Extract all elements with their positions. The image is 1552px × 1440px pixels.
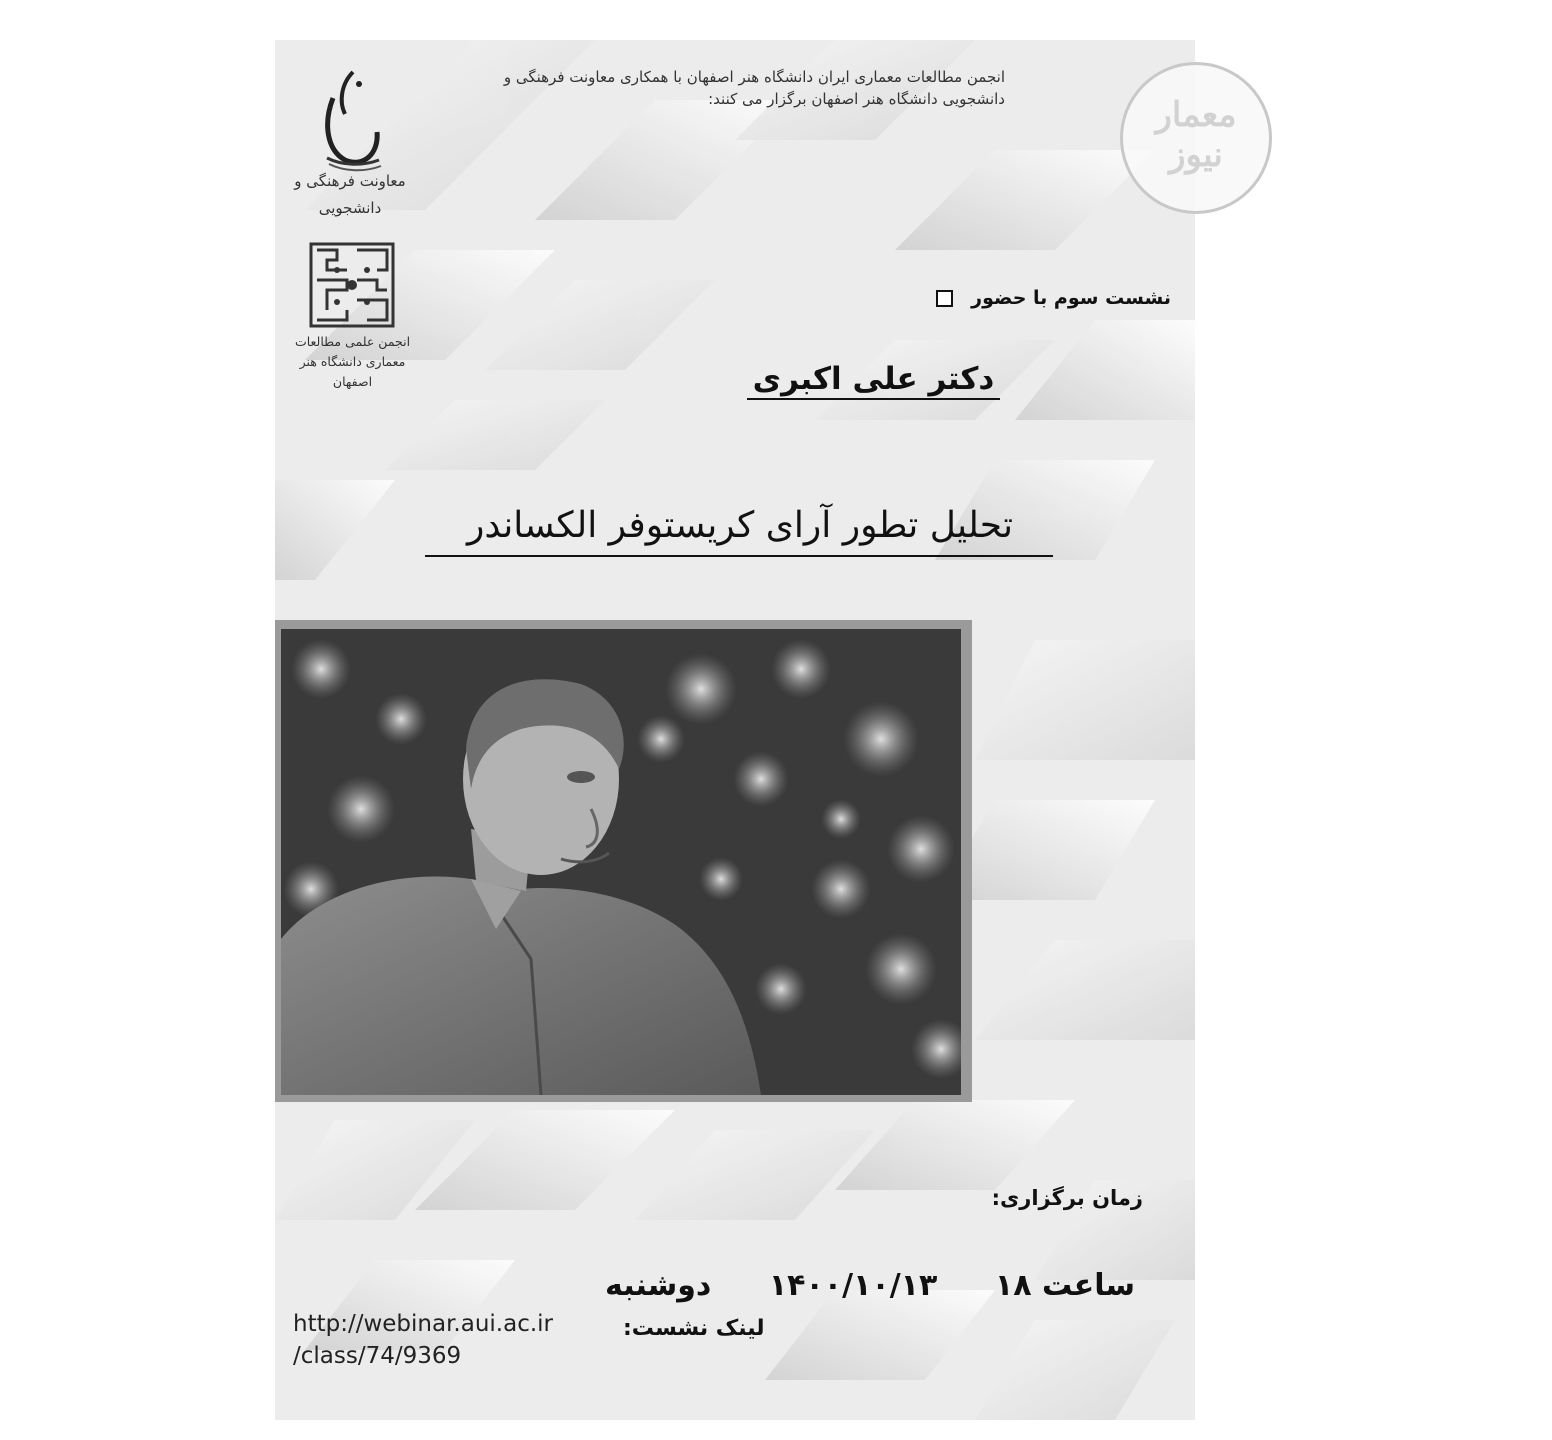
schedule-time: ساعت ۱۸: [994, 1267, 1135, 1303]
speaker-photo: [281, 629, 961, 1095]
webinar-link-line2[interactable]: /class/74/9369: [293, 1343, 462, 1369]
association-name-line2: معماری دانشگاه هنر: [299, 354, 406, 369]
watermark-line2: نیوز: [1169, 135, 1223, 175]
speaker-underline: [747, 398, 1000, 400]
deputy-name: [275, 168, 425, 222]
session-label: نشست سوم با حضور: [971, 287, 1171, 309]
speaker-name: دکتر علی اکبری: [752, 361, 995, 397]
schedule-date: ۱۴۰۰/۱۰/۱۳: [768, 1267, 938, 1303]
checkbox-icon: [936, 290, 953, 307]
schedule-row: [605, 1262, 1135, 1308]
watermark-line1: معمار: [1155, 95, 1237, 135]
deputy-name-line2: دانشجویی: [318, 199, 382, 217]
talk-title: تحلیل تطور آرای کریستوفر الکساندر: [466, 505, 1014, 546]
deputy-name-line1: معاونت فرهنگی و: [294, 172, 406, 190]
session-row: [936, 284, 1171, 312]
watermark-logo: [1120, 62, 1272, 214]
schedule-label: زمان برگزاری:: [991, 1186, 1143, 1210]
association-name-line1: انجمن علمی مطالعات: [294, 334, 411, 349]
association-name: [280, 332, 425, 392]
schedule-day: دوشنبه: [605, 1267, 712, 1303]
watermark-text: [1123, 95, 1269, 175]
association-name-line3: اصفهان: [332, 374, 373, 389]
event-poster: [275, 40, 1195, 1420]
webinar-link-line1[interactable]: http://webinar.aui.ac.ir: [293, 1311, 554, 1337]
link-label: لینک نشست:: [623, 1316, 765, 1341]
association-logo: [307, 240, 397, 330]
title-underline: [425, 555, 1053, 557]
intro-text: انجمن مطالعات معماری ایران دانشگاه هنر اصفهان با همکاری معاونت فرهنگی و دانشجویی دانشگاه هنر اصفهان برگزار می کنند:: [503, 68, 1005, 108]
photo-frame: [275, 620, 972, 1102]
webinar-link[interactable]: [293, 1308, 623, 1372]
